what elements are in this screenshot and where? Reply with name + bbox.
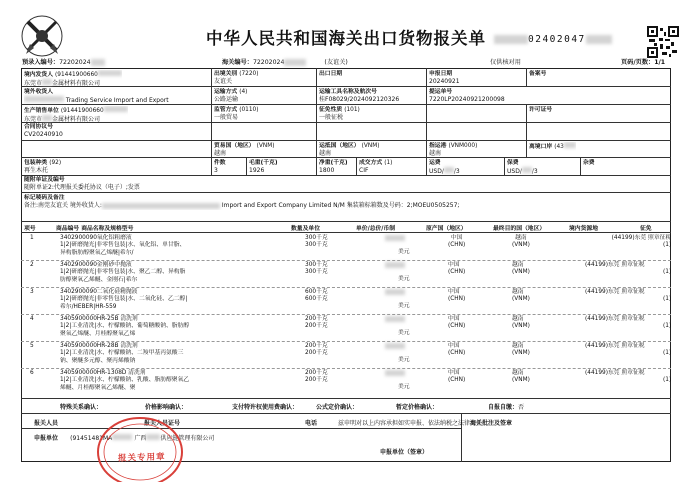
goods-item-currency: 美元 bbox=[398, 357, 410, 363]
goods-item-qty2: 300千克 bbox=[305, 242, 328, 248]
goods-item-name: 3402900090金刚砂中抛液 1|2|研磨抛光|非零售包装|水、聚乙二醇、异构脂肪醇聚氧乙烯醚、金刚石|希尔 bbox=[60, 262, 186, 283]
goods-col-price: 单价/总价/币制 bbox=[356, 226, 396, 232]
goods-item-qty: 200千克 bbox=[305, 316, 328, 322]
goods-item-price bbox=[385, 262, 405, 271]
page-title: 中华人民共和国海关出口货物报关单 bbox=[206, 29, 486, 48]
goods-item-currency: 美元 bbox=[398, 249, 410, 255]
stamp-label: 报关专用章 bbox=[117, 452, 166, 464]
goods-item-qty: 300千克 bbox=[305, 235, 328, 241]
page-indicator: 页码/页数：1/1 bbox=[621, 59, 666, 66]
goods-item-currency: 美元 bbox=[398, 303, 410, 309]
goods-item-source: (44199)东莞 照章征税 (1) bbox=[585, 370, 672, 384]
goods-item-price bbox=[385, 289, 405, 298]
goods-item-dest: 越南 (VNM) bbox=[512, 343, 530, 357]
deal-field: 成交方式 (1) CIF bbox=[359, 160, 393, 174]
goods-item-dest: 越南 (VNM) bbox=[512, 235, 530, 249]
customs-emblem-icon bbox=[20, 14, 64, 58]
gross-weight-field: 毛重(千克) 1926 bbox=[249, 160, 278, 174]
goods-item-source: (44199)东莞 照章征税 (1) bbox=[585, 262, 672, 276]
goods-item-origin: 中国 (CHN) bbox=[448, 235, 466, 249]
royalty-confirm: 支付特许权使用费确认： bbox=[232, 404, 299, 411]
dest-country-field: 运抵国（地区） (VNM) 越南 bbox=[319, 143, 380, 157]
goods-item-no: 2 bbox=[30, 262, 34, 268]
goods-item-no: 3 bbox=[30, 289, 34, 295]
declarer-no-label: 报关人员证号 bbox=[144, 420, 181, 427]
barcode-number: 02402047 bbox=[494, 34, 612, 45]
customs-number: 海关编号：72202024 (友谊关) bbox=[222, 59, 348, 66]
self-report-confirm: 自报自缴：否 bbox=[488, 404, 525, 411]
special-relation-confirm: 特殊关系确认： bbox=[60, 404, 103, 411]
misc-fee-field: 杂费 bbox=[583, 160, 595, 166]
trade-country-field: 贸易国（地区） (VNM) 越南 bbox=[214, 143, 275, 157]
goods-item-currency: 美元 bbox=[398, 384, 410, 390]
goods-item-name: 3405900000HR-28B 清洗剂 1|2|工业清洗|水、柠檬酸钠、二羧甲基丙氨酸三钠、聚醚多元醇、聚丙烯酸钠 bbox=[60, 343, 184, 364]
bill-no-field: 提运单号 7220LP20240921200098 bbox=[429, 89, 505, 103]
goods-item-name: 3405900000HR-25B 清洗剂 1|2|工业清洗|水、柠檬酸钠、葡萄糖酸钠、脂肪醇聚氧乙烯醚、月桂醇聚氧乙烯 bbox=[60, 316, 190, 337]
goods-col-no: 项号 bbox=[24, 226, 36, 232]
goods-item-qty2: 300千克 bbox=[305, 269, 328, 275]
license-field: 许可证号 bbox=[529, 107, 553, 113]
filing-no-field: 备案号 bbox=[529, 71, 547, 77]
goods-item-dest: 越南 (VNM) bbox=[512, 316, 530, 330]
insurance-field: 保费 USD/ /3 bbox=[507, 160, 538, 175]
goods-item-qty: 600千克 bbox=[305, 289, 328, 295]
supervision-field: 监管方式 (0110) 一般贸易 bbox=[214, 107, 259, 121]
goods-col-origin: 原产国（地区） bbox=[426, 226, 467, 232]
leave-port-field: 离境口岸 (43 bbox=[529, 142, 576, 151]
legal-statement: 兹申明对以上内容承担如实申报、依法纳税之法律责任 bbox=[338, 420, 483, 427]
goods-item-qty: 200千克 bbox=[305, 343, 328, 349]
goods-item-currency: 美元 bbox=[398, 330, 410, 336]
customs-note-label: 海关批注及签章 bbox=[470, 420, 513, 427]
goods-item-name: 3402900090二氧化硅精抛液 1|2|研磨抛光|非零售包装|水、二氧化硅、乙二醇|希尔/HEBER|HR-559 bbox=[60, 289, 188, 310]
goods-item-source: (44199)东莞 照章征税 (1) bbox=[585, 289, 672, 303]
attached-docs-field: 随附单证及编号 随附单证2:代理报关委托协议（电子）;发票 bbox=[24, 177, 140, 191]
pieces-field: 件数 3 bbox=[214, 160, 226, 174]
goods-item-dest: 越南 (VNM) bbox=[512, 289, 530, 303]
goods-col-tax: 征免 bbox=[640, 226, 652, 232]
verify-note: 仅供核对用 bbox=[490, 59, 521, 66]
price-impact-confirm: 价格影响确认： bbox=[145, 404, 188, 411]
goods-item-dest: 越南 (VNM) bbox=[512, 262, 530, 276]
packing-field: 包装种类 (92) 再生木托 bbox=[24, 160, 62, 174]
formula-price-confirm: 公式定价确认： bbox=[316, 404, 359, 411]
goods-col-dest: 最终目的国（地区） bbox=[493, 226, 546, 232]
goods-item-origin: 中国 (CHN) bbox=[448, 316, 466, 330]
vehicle-field: 运输工具名称及航次号 桂F08029/2024092120326 bbox=[319, 89, 400, 103]
contract-field: 合同协议号 CV20240910 bbox=[24, 124, 63, 138]
goods-item-price bbox=[385, 370, 405, 379]
goods-item-no: 4 bbox=[30, 316, 34, 322]
goods-col-name: 商品编号 商品名称及规格型号 bbox=[56, 226, 134, 232]
goods-item-origin: 中国 (CHN) bbox=[448, 262, 466, 276]
declarer-label: 报关人员 bbox=[34, 420, 59, 427]
tax-nature-field: 征免性质 (101) 一般征税 bbox=[319, 107, 360, 121]
producer-field: 生产销售单位 (91441900660 东莞市 金属材料有限公司 bbox=[24, 106, 128, 124]
goods-item-currency: 美元 bbox=[398, 276, 410, 282]
goods-item-origin: 中国 (CHN) bbox=[448, 343, 466, 357]
goods-item-source: (44199)东莞 照章征税 (1) bbox=[585, 316, 672, 330]
unit-sign-label: 申报单位（签章） bbox=[380, 449, 429, 456]
goods-item-qty2: 200千克 bbox=[305, 377, 328, 383]
net-weight-field: 净重(千克) 1800 bbox=[319, 160, 348, 174]
goods-item-name: 3405900000HR-1308D 清洗剂 1|2|工业清洗|水、柠檬酸钠、乳酸、脂肪醇聚氧乙烯醚、月桂醇聚氧乙烯醚、聚 bbox=[60, 370, 190, 391]
goods-item-origin: 中国 (CHN) bbox=[448, 370, 466, 384]
goods-item-no: 6 bbox=[30, 370, 34, 376]
goods-item-price bbox=[385, 235, 405, 244]
export-date-field: 出口日期 bbox=[319, 71, 343, 77]
goods-col-source: 境内货源地 bbox=[569, 226, 598, 232]
shipper-field: 境内发货人 (91441900660 东莞市 金属材料有限公司 bbox=[24, 70, 122, 88]
goods-item-name: 3402900090氧化铝粗磨液 1|2|研磨抛光|非零售包装|水、氧化铝、单甘脂、异构脂肪醇聚氧乙烯醚|希尔/ bbox=[60, 235, 186, 256]
goods-item-source: (44199)东莞 照章征税 (1) bbox=[585, 343, 672, 357]
prerecord-number: 预录入编号：72202024 bbox=[22, 57, 105, 69]
exit-port-field: 出境关别 (7220) 友谊关 bbox=[214, 71, 259, 85]
goods-item-qty2: 600千克 bbox=[305, 296, 328, 302]
declare-date-field: 申报日期 20240921 bbox=[429, 71, 460, 85]
goods-item-no: 1 bbox=[30, 235, 34, 241]
declaring-unit: 申报单位 (91451481MA 广西 供应链管理有限公司 bbox=[34, 435, 215, 442]
freight-field: 运费 USD/ /3 bbox=[429, 160, 460, 175]
transport-field: 运输方式 (4) 公路运输 bbox=[214, 89, 248, 103]
goods-item-no: 5 bbox=[30, 343, 34, 349]
port-field: 指运港 (VNM000) 越南 bbox=[429, 143, 478, 157]
goods-item-price bbox=[385, 316, 405, 325]
goods-item-qty: 300千克 bbox=[305, 262, 328, 268]
goods-item-dest: 越南 (VNM) bbox=[512, 370, 530, 384]
provisional-price-confirm: 暂定价格确认： bbox=[396, 404, 439, 411]
marks-remarks-field: 标记唛码及备注 备注:南莞友谊关 境外收货人: Import and Export Company Limited N/M 集装箱标箱数及号码：2;MOEU0505257; bbox=[24, 195, 460, 209]
goods-item-source: (44199)东莞 照章征税 (1) bbox=[611, 235, 672, 249]
goods-item-qty2: 200千克 bbox=[305, 323, 328, 329]
goods-item-qty: 200千克 bbox=[305, 370, 328, 376]
qr-code-icon bbox=[647, 26, 679, 58]
seal-stamp-icon bbox=[95, 412, 185, 482]
goods-item-price bbox=[385, 343, 405, 352]
goods-item-qty2: 200千克 bbox=[305, 350, 328, 356]
phone-label: 电话 bbox=[305, 420, 318, 427]
consignee-field: 境外收货人 Trading Service Import and Export bbox=[24, 89, 169, 104]
goods-item-origin: 中国 (CHN) bbox=[448, 289, 466, 303]
goods-col-qty: 数量及单位 bbox=[291, 226, 320, 232]
